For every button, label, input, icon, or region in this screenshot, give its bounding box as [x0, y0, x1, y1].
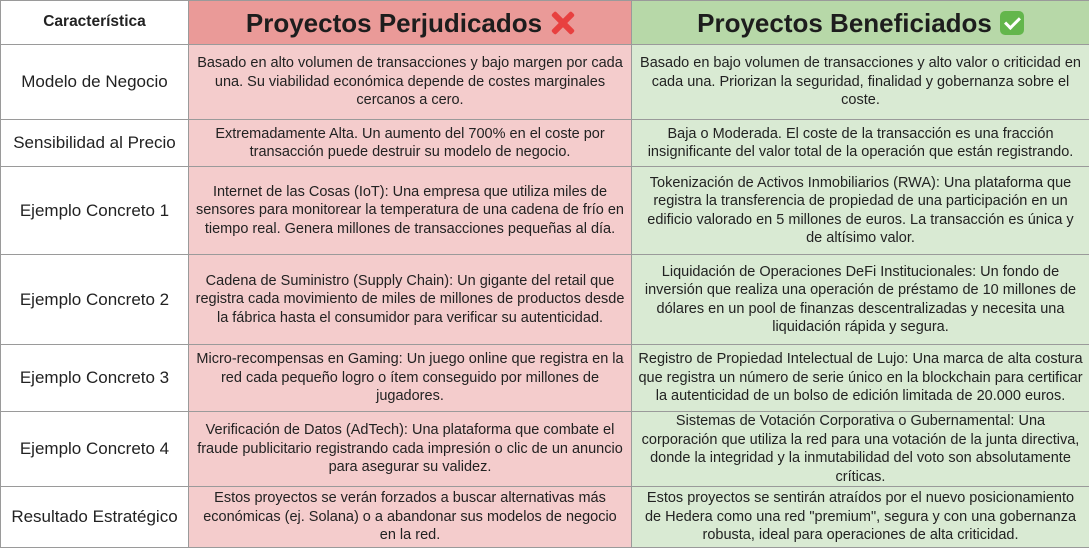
table-row — [1, 412, 1089, 487]
negative-cell: Verificación de Datos (AdTech): Una plataforma que combate el fraude publicitario registrando cada impresión o clic de un anuncio para asegurar su validez. — [189, 412, 632, 487]
header-row — [1, 1, 1089, 45]
row-label: Ejemplo Concreto 1 — [1, 167, 189, 255]
table-row — [1, 487, 1089, 548]
positive-cell: Tokenización de Activos Inmobiliarios (RWA): Una plataforma que registra la transferencia de propiedad de una participación en un edificio valorado en 5 millones de euros. La transacción es única y de altísimo valor. — [632, 167, 1089, 255]
positive-cell: Sistemas de Votación Corporativa o Gubernamental: Una corporación que utiliza la red para una votación de la junta directiva, donde la integridad y la inmutabilidad del voto son absolutamente críticas. — [632, 412, 1089, 487]
check-mark-icon — [1000, 11, 1024, 35]
negative-cell: Estos proyectos se verán forzados a buscar alternativas más económicas (ej. Solana) o a abandonar sus modelos de negocio en la red. — [189, 487, 632, 548]
table-row — [1, 120, 1089, 167]
table-row — [1, 255, 1089, 345]
row-label: Resultado Estratégico — [1, 487, 189, 548]
row-label: Ejemplo Concreto 2 — [1, 255, 189, 345]
table-row — [1, 167, 1089, 255]
negative-cell: Basado en alto volumen de transacciones y bajo margen por cada una. Su viabilidad económica depende de costes marginales cercanos a cero. — [189, 45, 632, 120]
negative-cell: Extremadamente Alta. Un aumento del 700% en el coste por transacción puede destruir su modelo de negocio. — [189, 120, 632, 167]
negative-cell: Cadena de Suministro (Supply Chain): Un gigante del retail que registra cada movimiento de miles de millones de productos desde la fábrica hasta el consumidor para verificar su autenticidad. — [189, 255, 632, 345]
table-row — [1, 45, 1089, 120]
row-label: Ejemplo Concreto 4 — [1, 412, 189, 487]
header-positive — [632, 1, 1089, 45]
header-negative-label: Proyectos Perjudicados — [246, 8, 542, 38]
cross-mark-icon — [550, 11, 574, 35]
positive-cell: Liquidación de Operaciones DeFi Institucionales: Un fondo de inversión que realiza una operación de préstamo de 10 millones de dólares en un pool de finanzas descentralizadas y necesita una liquidación rápida y segura. — [632, 255, 1089, 345]
row-label: Ejemplo Concreto 3 — [1, 345, 189, 412]
positive-cell: Basado en bajo volumen de transacciones y alto valor o criticidad en cada una. Priorizan la seguridad, finalidad y gobernanza sobre el coste. — [632, 45, 1089, 120]
positive-cell: Estos proyectos se sentirán atraídos por el nuevo posicionamiento de Hedera como una red "premium", segura y con una gobernanza robusta, ideal para operaciones de alta criticidad. — [632, 487, 1089, 548]
negative-cell: Micro-recompensas en Gaming: Un juego online que registra en la red cada pequeño logro o ítem conseguido por millones de jugadores. — [189, 345, 632, 412]
positive-cell: Registro de Propiedad Intelectual de Lujo: Una marca de alta costura que registra un número de serie único en la blockchain para certificar la autenticidad de un bolso de edición limitada de 20.000 euros. — [632, 345, 1089, 412]
row-label: Sensibilidad al Precio — [1, 120, 189, 167]
header-negative — [189, 1, 632, 45]
header-feature: Característica — [1, 1, 189, 45]
negative-cell: Internet de las Cosas (IoT): Una empresa que utiliza miles de sensores para monitorear la temperatura de una cadena de frío en tiempo real. Genera millones de transacciones pequeñas al día. — [189, 167, 632, 255]
header-positive-label: Proyectos Beneficiados — [697, 8, 992, 38]
row-label: Modelo de Negocio — [1, 45, 189, 120]
table-row — [1, 345, 1089, 412]
positive-cell: Baja o Moderada. El coste de la transacción es una fracción insignificante del valor total de la operación que están registrando. — [632, 120, 1089, 167]
